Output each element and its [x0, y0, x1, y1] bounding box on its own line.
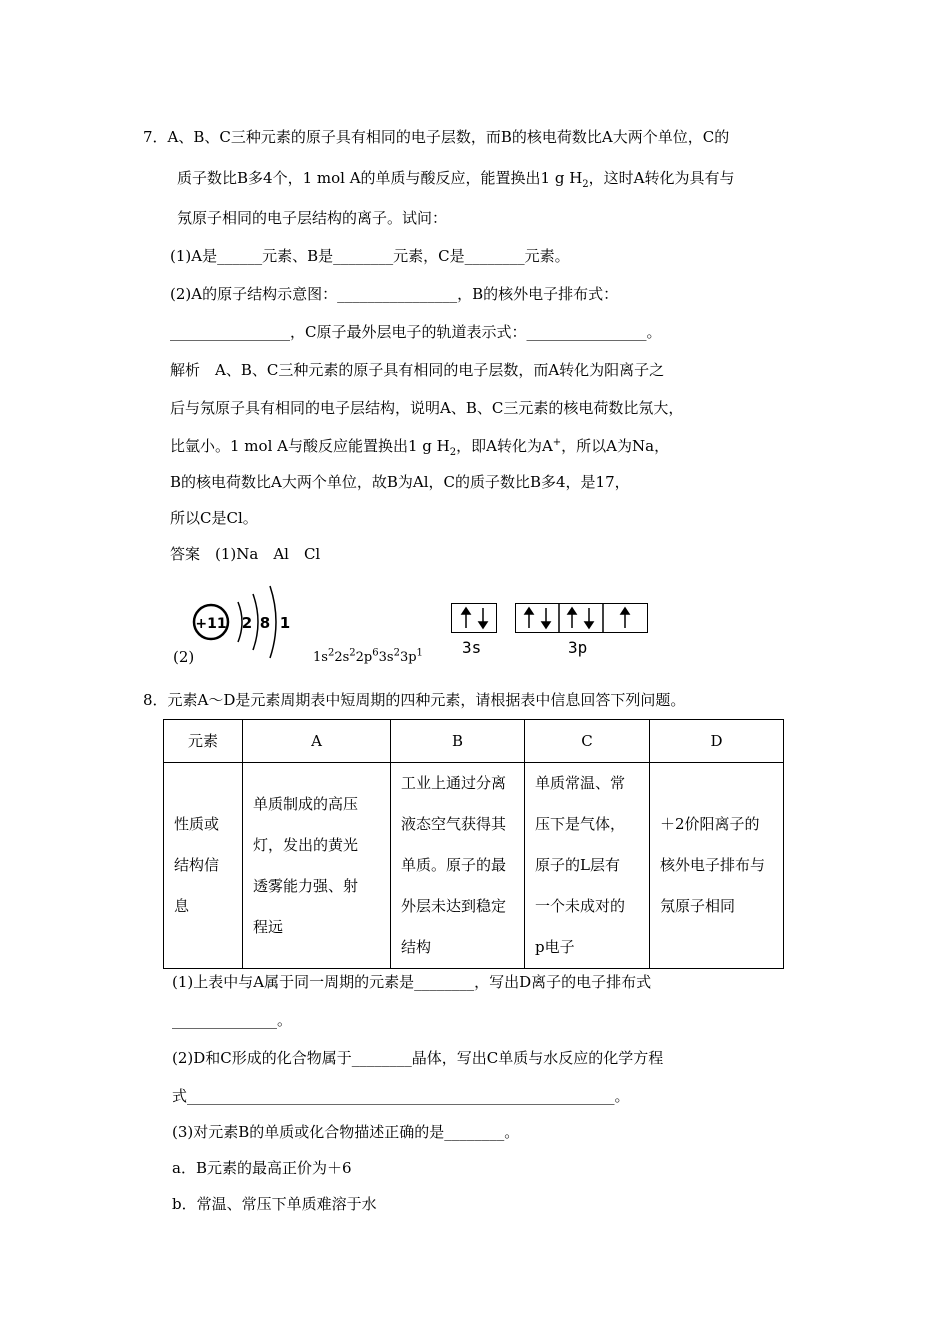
table-cell-c: 单质常温、常 压下是气体， 原子的L层有 一个未成对的 p电子	[525, 763, 650, 969]
shell-3-electrons: 1	[279, 614, 291, 632]
table-header-element: 元素	[164, 720, 243, 763]
orbital-3p-arrows	[516, 604, 647, 632]
q7-stem-line-2: 质子数比B多4个，1 mol A的单质与酸反应，能置换出1 g $H_2$，这时A转化为具有与	[177, 169, 735, 190]
shell-1-electrons: 2	[241, 614, 253, 632]
q7-sub-question-1: (1)A是______元素、B是________元素，C是________元素。	[170, 247, 570, 265]
q8-stem: 8．元素A～D是元素周期表中短周期的四种元素，请根据表中信息回答下列问题。	[143, 691, 686, 709]
table-header-a: A	[243, 720, 391, 763]
answer-2-label: (2)	[173, 648, 195, 666]
answer-line-1: 答案 (1)Na Al Cl	[170, 545, 321, 563]
orbital-3s-arrows	[452, 604, 496, 632]
analysis-line-4: B的核电荷数比A大两个单位，故B为Al，C的质子数比B多4，是17，	[170, 473, 630, 491]
shell-2-electrons: 8	[259, 614, 271, 632]
q8-option-b: b．常温、常压下单质难溶于水	[172, 1195, 377, 1213]
shell-arc-3	[270, 586, 276, 658]
table-header-b: B	[391, 720, 525, 763]
table-cell-d: ＋2价阳离子的 核外电子排布与 氖原子相同	[650, 763, 784, 969]
analysis-line-1: 解析 A、B、C三种元素的原子具有相同的电子层数，而A转化为阳离子之	[170, 361, 665, 379]
analysis-line-5: 所以C是Cl。	[170, 509, 258, 527]
q8-sub-question-1-cont: ______________。	[172, 1011, 293, 1029]
analysis-line-3: 比氩小。1 mol A与酸反应能置换出1 g $H_2$，即A转化为A+，所以A为Na，	[170, 437, 670, 458]
q7-stem-line-3: 氖原子相同的电子层结构的离子。试问：	[177, 209, 448, 227]
table-cell-a: 单质制成的高压 灯，发出的黄光 透雾能力强、射 程远	[243, 763, 391, 969]
atom-structure-diagram	[190, 582, 310, 662]
orbital-3s-label: 3s	[462, 638, 482, 657]
q7-stem-line-1: 7．A、B、C三种元素的原子具有相同的电子层数，而B的核电荷数比A大两个单位，C的	[143, 128, 730, 146]
electron-configuration: $1s^22s^22p^63s^23p^1$	[313, 647, 423, 665]
q8-option-a: a．B元素的最高正价为＋6	[172, 1159, 352, 1177]
q7-sub-question-2: (2)A的原子结构示意图：________________，B的核外电子排布式：	[170, 285, 619, 303]
table-cell-property-label: 性质或 结构信 息	[164, 763, 243, 969]
orbital-3p-label: 3p	[568, 638, 588, 657]
table-cell-b: 工业上通过分离 液态空气获得其 单质。原子的最 外层未达到稳定 结构	[391, 763, 525, 969]
analysis-line-2: 后与氖原子具有相同的电子层结构，说明A、B、C三元素的核电荷数比氖大，	[170, 399, 684, 417]
element-info-table	[163, 719, 784, 969]
nucleus-charge: +11	[195, 616, 227, 632]
table-header-c: C	[525, 720, 650, 763]
q8-sub-question-1: (1)上表中与A属于同一周期的元素是________，写出D离子的电子排布式	[172, 973, 652, 991]
q8-sub-question-2-cont: 式_________________________________________________________。	[172, 1087, 630, 1105]
orbital-3p-box	[515, 603, 648, 633]
orbital-3s-box	[451, 603, 497, 633]
shell-arc-2	[253, 594, 258, 650]
q8-sub-question-2: (2)D和C形成的化合物属于________晶体，写出C单质与水反应的化学方程	[172, 1049, 664, 1067]
q7-sub-question-2-cont: ________________，C原子最外层电子的轨道表示式：________________。	[170, 323, 662, 341]
table-header-d: D	[650, 720, 784, 763]
q8-sub-question-3: (3)对元素B的单质或化合物描述正确的是________。	[172, 1123, 520, 1141]
